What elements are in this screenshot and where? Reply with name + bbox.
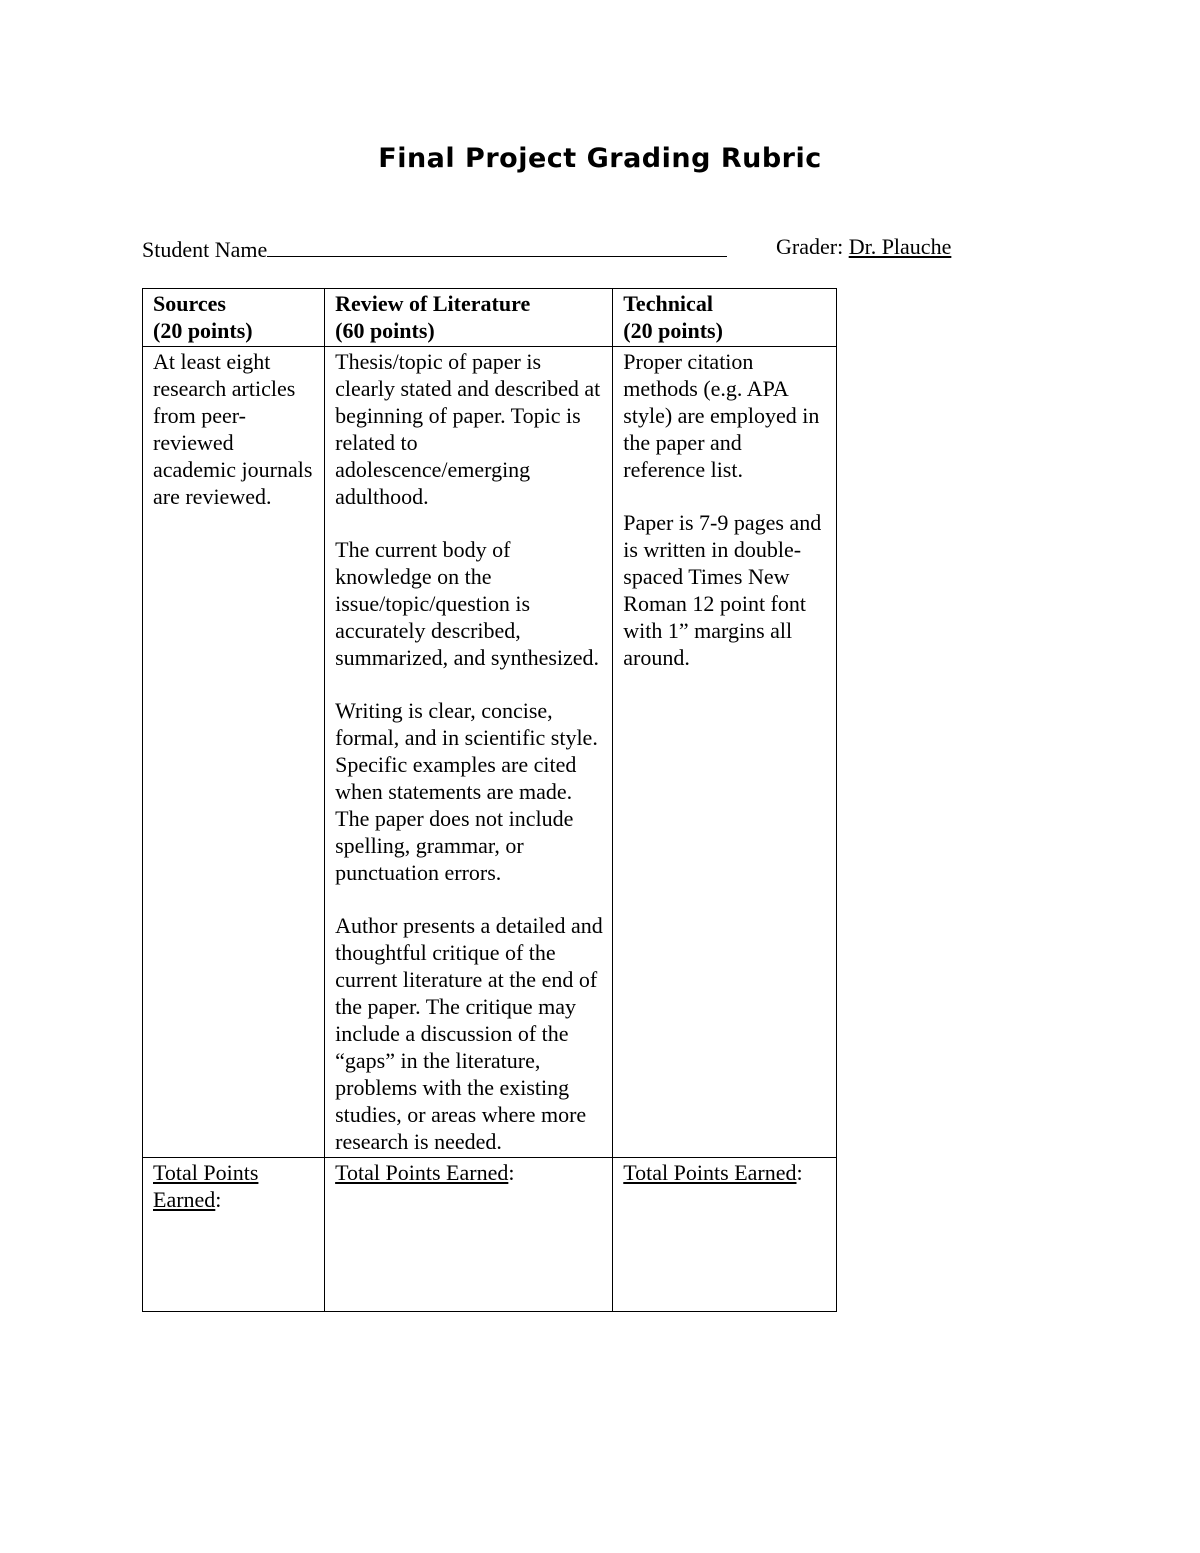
header-review-points: (60 points) xyxy=(335,318,435,343)
rubric-header-row xyxy=(143,289,837,347)
student-name-line xyxy=(142,234,727,263)
total-technical-label: Total Points Earned xyxy=(623,1160,797,1185)
header-technical-name: Technical xyxy=(623,291,713,316)
total-review-colon: : xyxy=(508,1160,515,1185)
criteria-sources-text: At least eight research articles from peer-reviewed academic journals are reviewed. xyxy=(153,349,313,509)
total-sources[interactable] xyxy=(143,1158,325,1312)
header-review-name: Review of Literature xyxy=(335,291,531,316)
header-technical-points: (20 points) xyxy=(623,318,723,343)
total-review-of-literature[interactable] xyxy=(325,1158,613,1312)
header-sources-name: Sources xyxy=(153,291,226,316)
header-sources xyxy=(143,289,325,347)
criteria-review-of-literature xyxy=(325,347,613,1158)
rubric-criteria-row xyxy=(143,347,837,1158)
header-sources-points: (20 points) xyxy=(153,318,253,343)
total-sources-colon: : xyxy=(215,1187,222,1212)
rubric-totals-row xyxy=(143,1158,837,1312)
criteria-review-thesis: Thesis/topic of paper is clearly stated and described at beginning of paper. Topic is related to adolescence/emerging adulthood. xyxy=(335,349,601,509)
rubric-table xyxy=(142,288,837,1312)
criteria-review-knowledge: The current body of knowledge on the issue/topic/question is accurately described, summarized, and synthesized. xyxy=(335,537,600,670)
grader-name: Dr. Plauche xyxy=(848,234,952,259)
criteria-review-writing: Writing is clear, concise, formal, and in scientific style. Specific examples are cited when statements are made. The paper does not include spelling, grammar, or punctuation errors. xyxy=(335,698,598,885)
grader-line xyxy=(776,234,951,260)
page-title: Final Project Grading Rubric xyxy=(378,143,822,174)
total-technical[interactable] xyxy=(613,1158,837,1312)
student-name-label: Student Name xyxy=(142,237,268,262)
total-sources-label: Total Points Earned xyxy=(153,1160,259,1212)
grader-label: Grader: xyxy=(776,234,849,259)
total-technical-colon: : xyxy=(796,1160,803,1185)
header-review-of-literature xyxy=(325,289,613,347)
criteria-technical xyxy=(613,347,837,1158)
criteria-sources xyxy=(143,347,325,1158)
criteria-technical-citation: Proper citation methods (e.g. APA style) are employed in the paper and reference list. xyxy=(623,349,820,482)
student-name-blank[interactable] xyxy=(267,234,727,257)
header-technical xyxy=(613,289,837,347)
total-review-label: Total Points Earned xyxy=(335,1160,509,1185)
criteria-review-critique: Author presents a detailed and thoughtful critique of the current literature at the end of the paper. The critique may include a discussion of the “gaps” in the literature, problems with the existing studies, or areas where more research is needed. xyxy=(335,913,603,1154)
criteria-technical-format: Paper is 7-9 pages and is written in double-spaced Times New Roman 12 point font with 1” margins all around. xyxy=(623,510,822,670)
